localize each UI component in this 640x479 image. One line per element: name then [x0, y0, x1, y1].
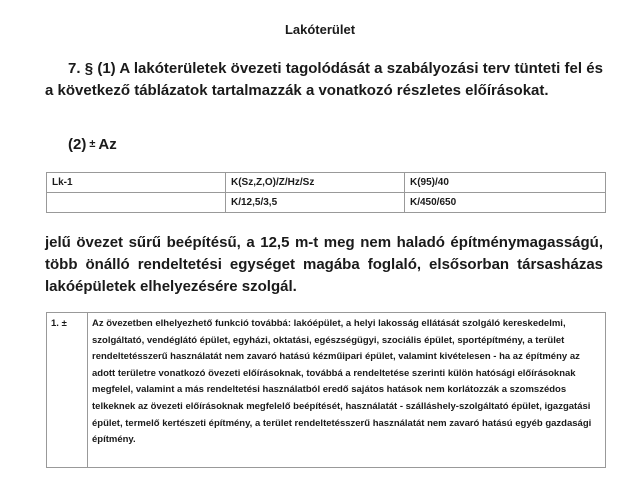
zone-description: jelű övezet sűrű beépítésű, a 12,5 m-t meg nem haladó építménymagasságú, több önálló rendeltetési egységet magába foglaló, elsősorban társasházas lakóépületek elhelyezésére szolgál. [45, 234, 603, 295]
row-number-cell [47, 313, 88, 468]
function-text-cell [88, 313, 606, 468]
amendment-mark-icon: ± [89, 138, 96, 150]
table-cell: K/12,5/3,5 [226, 193, 405, 213]
amendment-mark-icon: ± [61, 318, 67, 329]
table-row [47, 313, 606, 468]
table-cell: K(95)/40 [405, 173, 606, 193]
table-cell: Lk-1 [47, 173, 226, 193]
function-table [46, 312, 606, 468]
zone-table [46, 172, 606, 213]
subsection-number: (2) [68, 136, 87, 153]
subsection-text: Az [98, 136, 117, 153]
paragraph-7-1: 7. § (1) A lakóterületek övezeti tagolódását a szabályozási terv tünteti fel és a következő táblázatok tartalmazzák a vonatkozó részletes előírásokat. [45, 60, 603, 99]
function-text: Az övezetben elhelyezhető funkció továbbá: lakóépület, a helyi lakosság ellátását szolgáló kereskedelmi, szolgáltató, vendéglátó épület, egyházi, oktatási, egészségügyi, szociális épület, sportépítmény, a terület rendeltetésszerű használatát nem zavaró hatású kézműipari épület, valamint kivételesen - ha az építmény az adott területre vonatkozó övezeti előírásoknak, továbbá a rendeltetése szerinti külön hatósági előírásoknak megfelel, valamint a más rendeltetési használatból eredő sajátos hatások nem korlátozzák a szomszédos telkeknek az övezeti előírásoknak megfelelő beépítését, használatát - szálláshely-szolgáltató épület, igazgatási épület, termelő kertészeti építmény, a terület rendeltetésszerű használatát nem zavaró hatású egyéb gazdasági építmény. [92, 318, 592, 446]
table-cell: K/450/650 [405, 193, 606, 213]
section-heading: Lakóterület [284, 22, 356, 37]
subsection-2 [68, 136, 117, 153]
table-cell: K(Sz,Z,O)/Z/Hz/Sz [226, 173, 405, 193]
table-row [47, 193, 606, 213]
table-row [47, 173, 606, 193]
row-number: 1. [51, 318, 59, 329]
table-cell [47, 193, 226, 213]
